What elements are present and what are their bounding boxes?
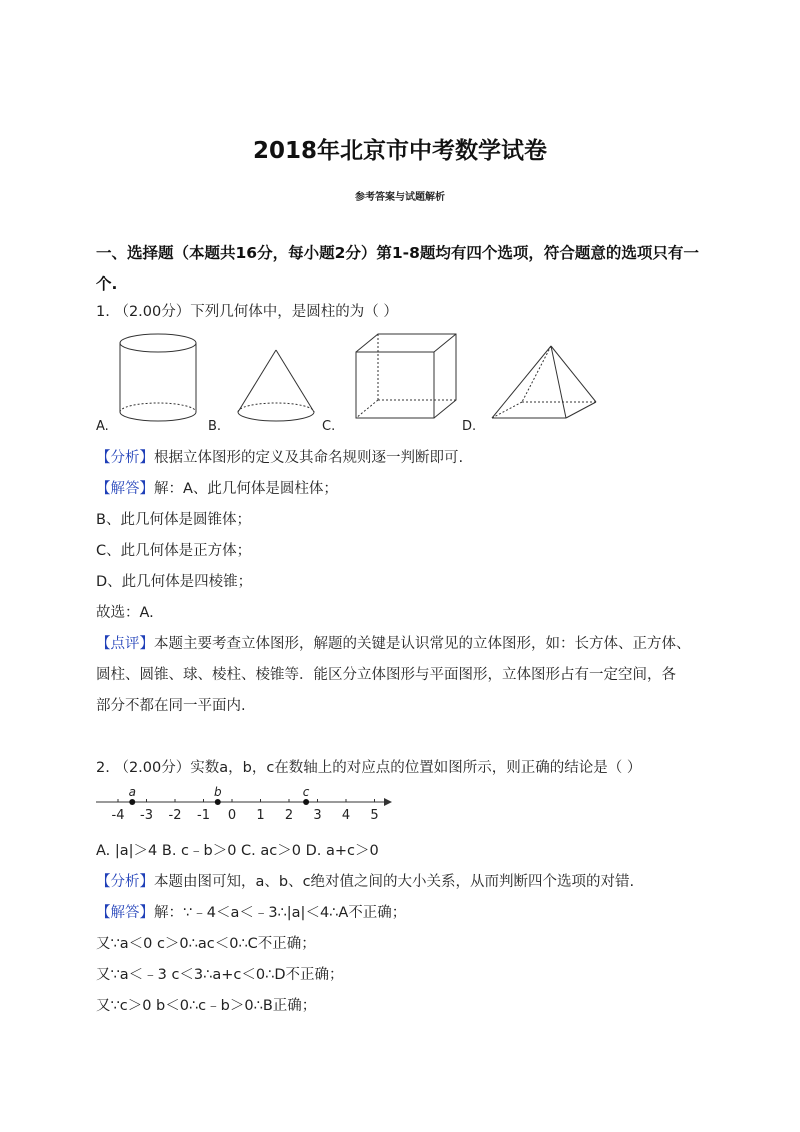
number-line-point-label-a: a — [128, 785, 136, 799]
q2-stem: 2. （2.00分）实数a，b，c在数轴上的对应点的位置如图所示，则正确的结论是（ ） — [96, 760, 642, 776]
q1-answer-line3: C、此几何体是正方体； — [96, 543, 252, 559]
q1-analysis-text: 根据立体图形的定义及其命名规则逐一判断即可. — [154, 450, 464, 466]
number-line-tick-label: -3 — [140, 808, 153, 823]
q2-answer-line3: 又∵a＜﹣3 c＜3∴a+c＜0∴D不正确； — [96, 967, 344, 983]
q2-options: A. |a|＞4 B. c﹣b＞0 C. ac＞0 D. a+c＞0 — [96, 843, 379, 859]
number-line-tick-label: 3 — [313, 808, 322, 823]
cone-icon — [238, 350, 314, 421]
number-line-point-label-c: c — [302, 785, 310, 799]
q1-comment — [96, 634, 691, 654]
q1-analysis — [96, 448, 463, 468]
q1-answer-line5: 故选：A. — [96, 605, 154, 621]
q2-analysis-text: 本题由图可知，a、b、c绝对值之间的大小关系，从而判断四个选项的对错. — [154, 874, 635, 890]
number-line-tick-label: 1 — [256, 808, 265, 823]
q1-answer — [96, 479, 338, 499]
q1-option-d-label: D. — [462, 419, 477, 434]
q1-comment-tag: 【点评】 — [96, 636, 154, 652]
q1-comment-line1: 本题主要考查立体图形，解题的关键是认识常见的立体图形，如：长方体、正方体、 — [154, 636, 691, 652]
page-subtitle: 参考答案与试题解析 — [355, 192, 445, 203]
q2-answer — [96, 903, 406, 923]
page-title: 2018年北京市中考数学试卷 — [252, 138, 547, 164]
number-line-tick-label: -1 — [197, 808, 210, 823]
number-line-tick-label: 4 — [341, 808, 351, 823]
number-line-tick-label: 0 — [227, 808, 237, 823]
q1-answer-line2: B、此几何体是圆锥体； — [96, 512, 251, 528]
q1-answer-tag: 【解答】 — [96, 481, 154, 497]
number-line-tick-label: 2 — [284, 808, 294, 823]
q1-figures — [96, 330, 716, 440]
q1-analysis-tag: 【分析】 — [96, 450, 154, 466]
q1-answer-line1: 解：A、此几何体是圆柱体； — [154, 481, 338, 497]
section-heading-line1: 一、选择题（本题共16分，每小题2分）第1-8题均有四个选项，符合题意的选项只有一 — [96, 244, 699, 262]
q2-answer-tag: 【解答】 — [96, 905, 154, 921]
number-line-point-b — [215, 799, 221, 805]
q2-number-line — [96, 782, 396, 826]
number-line-point-label-b: b — [213, 785, 222, 799]
q2-answer-line2: 又∵a＜0 c＞0∴ac＜0∴C不正确； — [96, 936, 316, 952]
number-line-tick-label: -4 — [111, 808, 125, 823]
q1-answer-line4: D、此几何体是四棱锥； — [96, 574, 253, 590]
q1-option-b-label: B. — [208, 419, 222, 434]
q1-option-a-label: A. — [96, 419, 109, 434]
number-line-svg — [96, 782, 396, 826]
q1-option-c-label: C. — [322, 419, 336, 434]
q1-stem: 1. （2.00分）下列几何体中，是圆柱的为（ ） — [96, 304, 398, 320]
q1-comment-line2: 圆柱、圆锥、球、棱柱、棱锥等．能区分立体图形与平面图形，立体图形占有一定空间，各 — [96, 667, 676, 683]
pyramid-icon — [492, 346, 596, 418]
number-line-tick-label: -2 — [168, 808, 182, 823]
q1-figures-svg — [96, 330, 716, 440]
cylinder-icon — [120, 334, 196, 421]
q2-analysis — [96, 872, 634, 892]
cube-icon — [356, 334, 456, 418]
q1-comment-line3: 部分不都在同一平面内. — [96, 698, 246, 714]
q2-answer-line1: 解：∵﹣4＜a＜﹣3∴|a|＜4∴A不正确； — [154, 905, 407, 921]
q2-answer-line4: 又∵c＞0 b＜0∴c﹣b＞0∴B正确； — [96, 998, 317, 1014]
number-line-point-c — [303, 799, 309, 805]
number-line-tick-label: 5 — [370, 808, 379, 823]
q2-analysis-tag: 【分析】 — [96, 874, 154, 890]
number-line-point-a — [129, 799, 135, 805]
section-heading-line2: 个. — [96, 275, 118, 293]
